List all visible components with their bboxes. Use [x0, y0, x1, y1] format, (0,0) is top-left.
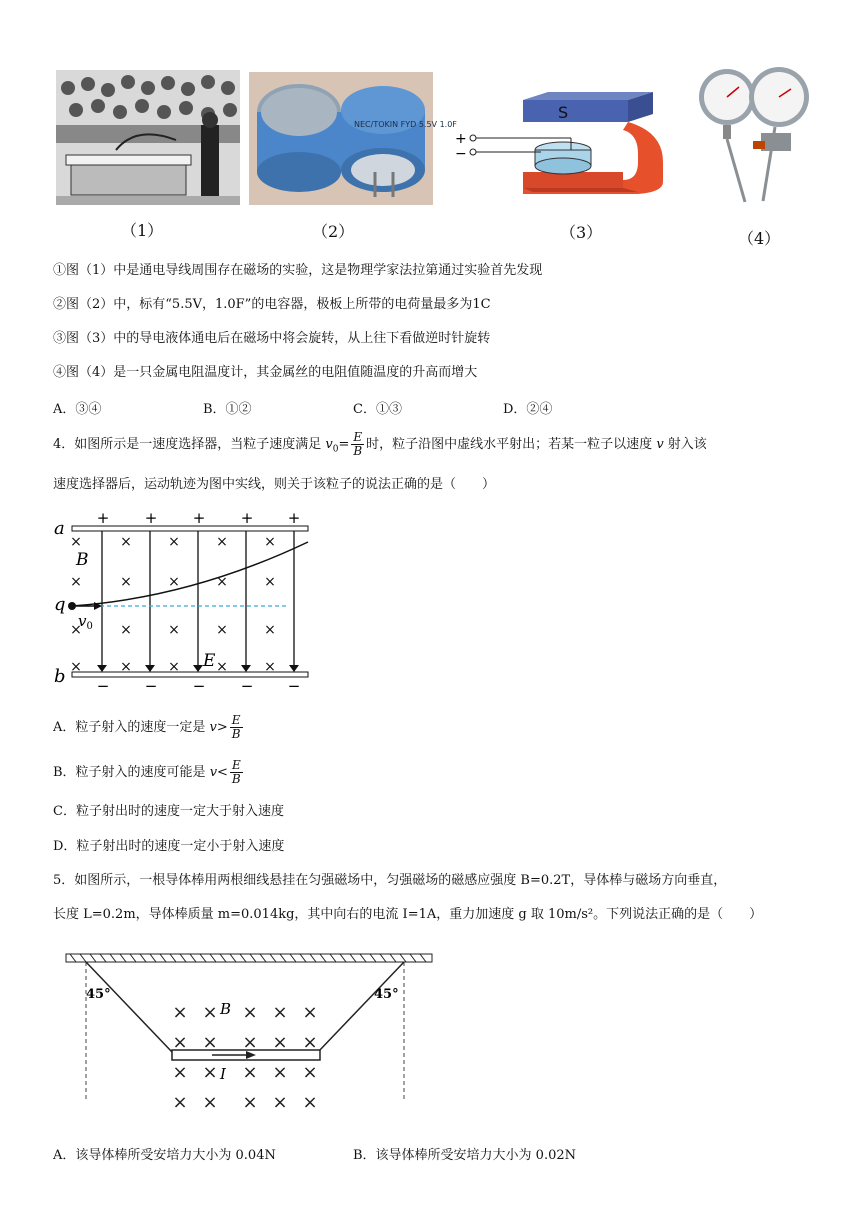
q4-option-d: D．粒子射出时的速度一定小于射入速度	[53, 839, 285, 854]
q5-stem-line2: 长度 L=0.2m，导体棒质量 m=0.014kg，其中向右的电流 I=1A，重力加速度 g 取 10m/s²。下列说法正确的是（ ）	[53, 907, 763, 922]
q5-option-b: B．该导体棒所受安培力大小为 0.02N	[353, 1148, 577, 1163]
b-field-cross: ×	[70, 622, 82, 638]
b-field-cross: ×	[242, 1002, 258, 1023]
statement-1: ①图（1）中是通电导线周围存在磁场的实验，这是物理学家法拉第通过实验首先发现	[53, 263, 543, 278]
b-field-cross: ×	[70, 659, 82, 675]
q4-stem-line1: 4．如图所示是一速度选择器，当粒子速度满足 $v_0=$ $\frac{E}{B}$ 时，粒子沿图中虚线水平射出；若某一粒子以速度 v 射入该	[53, 430, 707, 458]
plus-sign: +	[287, 509, 301, 527]
b-field-cross: ×	[172, 1092, 188, 1113]
plate-a-label: a	[54, 518, 65, 539]
b-field-cross: ×	[272, 1002, 288, 1023]
b-field-cross: ×	[242, 1032, 258, 1053]
b-field-cross: ×	[202, 1002, 218, 1023]
b-field-cross: ×	[242, 1092, 258, 1113]
b-field-cross: ×	[70, 534, 82, 550]
b-field-cross: ×	[202, 1062, 218, 1083]
field-e-label: E	[203, 651, 216, 671]
minus-sign: −	[144, 677, 158, 695]
q5-option-a: A．该导体棒所受安培力大小为 0.04N	[53, 1148, 276, 1163]
b-field-cross: ×	[168, 534, 180, 550]
b-field-cross: ×	[120, 659, 132, 675]
statement-4: ④图（4）是一只金属电阻温度计，其金属丝的电阻值随温度的升高而增大	[53, 365, 478, 380]
q5-stem-line1: 5．如图所示，一根导体棒用两根细线悬挂在匀强磁场中，匀强磁场的磁感应强度 B=0.2T，导体棒与磁场方向垂直，	[53, 873, 727, 888]
b-field-cross: ×	[272, 1092, 288, 1113]
minus-sign: −	[192, 677, 206, 695]
b-field-cross: ×	[172, 1002, 188, 1023]
b-field-cross: ×	[120, 574, 132, 590]
b-field-cross: ×	[202, 1032, 218, 1053]
b-field-cross: ×	[70, 574, 82, 590]
current-i-label: I	[220, 1065, 226, 1083]
q4-stem-line2: 速度选择器后，运动轨迹为图中实线，则关于该粒子的说法正确的是（ ）	[53, 477, 496, 492]
figure-caption-4: （4）	[738, 229, 781, 248]
figure-caption-2: （2）	[312, 222, 355, 241]
b-field-cross: ×	[120, 534, 132, 550]
minus-sign: −	[96, 677, 110, 695]
b-field-cross: ×	[216, 534, 228, 550]
b-field-cross: ×	[272, 1032, 288, 1053]
b-field-cross: ×	[272, 1062, 288, 1083]
figure-caption-1: （1）	[121, 221, 164, 240]
b-field-cross: ×	[168, 622, 180, 638]
figure-caption-3: （3）	[560, 223, 603, 242]
b-field-cross: ×	[302, 1002, 318, 1023]
velocity-selector-diagram	[50, 508, 320, 695]
q3-option-d: D．②④	[503, 402, 553, 417]
angle-left-label: 45°	[86, 987, 111, 1002]
q4-option-c: C．粒子射出时的速度一定大于射入速度	[53, 804, 284, 819]
b-field-cross: ×	[168, 659, 180, 675]
minus-sign: −	[240, 677, 254, 695]
faraday-lecture-image	[56, 70, 240, 205]
b-field-cross: ×	[168, 574, 180, 590]
hanging-rod-diagram	[62, 952, 444, 1124]
q3-option-c: C．①③	[353, 402, 402, 417]
plus-sign: +	[96, 509, 110, 527]
field-b-label: B	[220, 1000, 232, 1018]
b-field-cross: ×	[302, 1092, 318, 1113]
b-field-cross: ×	[120, 622, 132, 638]
plus-terminal-label: +	[455, 131, 467, 147]
minus-sign: −	[287, 677, 301, 695]
b-field-cross: ×	[264, 622, 276, 638]
q4-option-a: A．粒子射入的速度一定是 v> $\frac{E}{B}$	[53, 713, 241, 741]
plate-b-label: b	[54, 666, 66, 687]
q3-option-b: B．①②	[203, 402, 252, 417]
b-field-cross: ×	[302, 1062, 318, 1083]
minus-terminal-label: −	[455, 146, 467, 162]
angle-right-label: 45°	[374, 987, 399, 1002]
plus-sign: +	[192, 509, 206, 527]
field-b-label: B	[76, 550, 89, 570]
plus-sign: +	[240, 509, 254, 527]
b-field-cross: ×	[302, 1032, 318, 1053]
b-field-cross: ×	[172, 1032, 188, 1053]
statement-3: ③图（3）中的导电液体通电后在磁场中将会旋转，从上往下看做逆时针旋转	[53, 331, 491, 346]
b-field-cross: ×	[216, 574, 228, 590]
q4-fraction: $\frac{E}{B}$	[353, 430, 363, 458]
b-field-cross: ×	[202, 1092, 218, 1113]
magnet-pole-label: S	[558, 103, 569, 122]
q4-option-b: B．粒子射入的速度可能是 v< $\frac{E}{B}$	[53, 758, 241, 786]
particle-dot	[68, 602, 76, 610]
b-field-cross: ×	[216, 659, 228, 675]
magnet-liquid-diagram	[453, 92, 665, 204]
q3-option-a: A．③④	[53, 402, 102, 417]
capacitor-label: NEC/TOKIN FYD 5.5V 1.0F	[354, 120, 457, 129]
b-field-cross: ×	[172, 1062, 188, 1083]
statement-2: ②图（2）中，标有“5.5V，1.0F”的电容器，极板上所带的电荷量最多为1C	[53, 297, 491, 312]
b-field-cross: ×	[242, 1062, 258, 1083]
capacitor-photo	[249, 72, 457, 205]
plus-sign: +	[144, 509, 158, 527]
v0-label: $v_0$	[78, 612, 93, 632]
b-field-cross: ×	[264, 534, 276, 550]
b-field-cross: ×	[216, 622, 228, 638]
thermometer-photo	[693, 67, 813, 207]
charge-q-label: q	[54, 594, 66, 615]
b-field-cross: ×	[264, 574, 276, 590]
b-field-cross: ×	[264, 659, 276, 675]
